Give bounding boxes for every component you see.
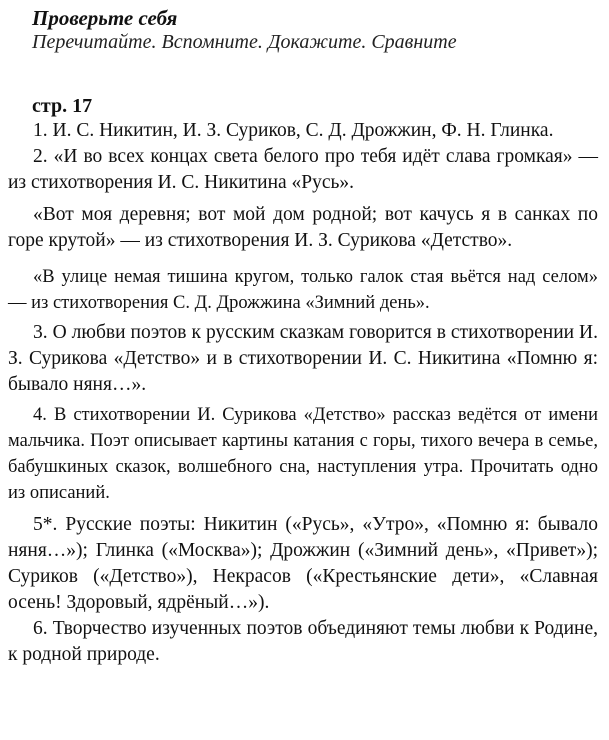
answer-5: 5*. Русские поэты: Никитин («Русь», «Утро», «Помню я: бывало няня…»); Глинка («Москва»); Дрожжин («Зимний день», «Привет»); Суриков («Детство»), Некрасов («Крестьянские дети», «Славная осень! Здоровый, ядрёный…»). (8, 514, 598, 613)
section-subheading: Перечитайте. Вспомните. Докажите. Сравните (32, 31, 457, 53)
page-reference: стр. 17 (32, 95, 93, 117)
answer-2-quote-drozhzhin: «В улице немая тишина кругом, только галок стая вьётся над селом» — из стихотворения С. Д. Дрожжина «Зимний день». (8, 267, 598, 313)
document-page (8, 6, 598, 668)
answer-4: 4. В стихотворении И. Сурикова «Детство» рассказ ведётся от имени мальчика. Поэт описывает картины катания с горы, тихого вечера в семье, бабушкиных сказок, волшебного сна, наступления утра. Прочитать одно из описаний. (8, 405, 598, 503)
answer-2: 2. «И во всех концах света белого про тебя идёт слава громкая» — из стихотворения И. С. Никитина «Русь». (8, 146, 598, 193)
answer-1: 1. И. С. Никитин, И. З. Суриков, С. Д. Дрожжин, Ф. Н. Глинка. (33, 120, 554, 141)
answer-3: 3. О любви поэтов к русским сказкам говорится в стихотворении И. З. Сурикова «Детство» и в стихотворении И. С. Никитина «Помню я: бывало няня…». (8, 322, 598, 395)
section-heading: Проверьте себя (32, 6, 178, 30)
answer-6: 6. Творчество изученных поэтов объединяют темы любви к Родине, к родной природе. (8, 618, 598, 665)
answer-2-quote-surikov: «Вот моя деревня; вот мой дом родной; вот качусь я в санках по горе крутой» — из стихотворения И. З. Сурикова «Детство». (8, 204, 598, 251)
